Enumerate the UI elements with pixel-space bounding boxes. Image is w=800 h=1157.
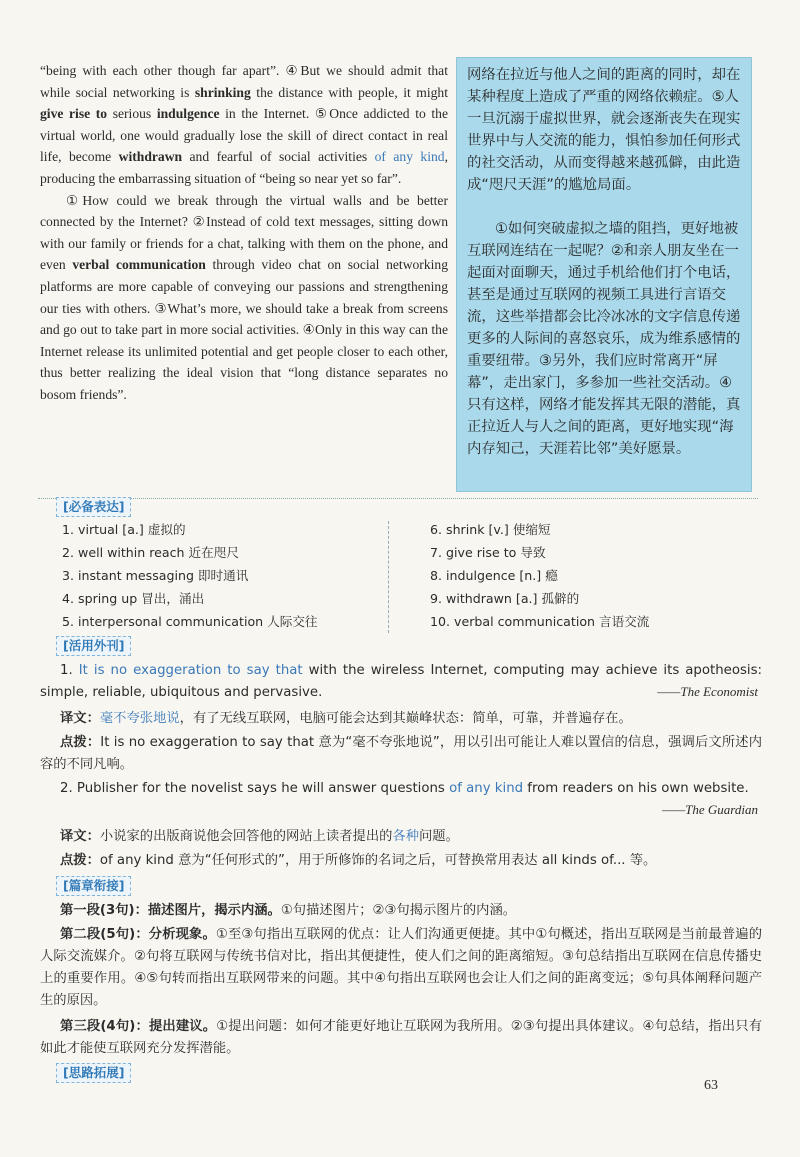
structure-para-2 xyxy=(40,924,762,1012)
english-paragraph-1 xyxy=(40,60,448,190)
example-2-translation xyxy=(40,826,762,848)
divider xyxy=(38,498,758,499)
vocab-item: 3. instant messaging 即时通讯 xyxy=(62,568,249,583)
example-1-translation xyxy=(40,708,762,730)
bold-term: withdrawn xyxy=(118,149,183,165)
source-guardian: ——The Guardian xyxy=(662,802,758,817)
label: 第二段(5句)：分析现象。 xyxy=(60,927,216,942)
label: 译文： xyxy=(60,711,100,726)
highlight-phrase: of any kind xyxy=(449,781,524,796)
vocab-divider xyxy=(388,521,389,633)
bold-term: give rise to xyxy=(40,106,108,122)
vocab-item: 9. withdrawn [a.] 孤僻的 xyxy=(430,591,580,606)
highlight-phrase: of any kind xyxy=(374,149,445,165)
page-number: 63 xyxy=(704,1078,718,1093)
vocab-item: 7. give rise to 导致 xyxy=(430,545,546,560)
section-tag-ideas: [思路拓展] xyxy=(56,1063,131,1083)
vocab-item: 8. indulgence [n.] 瘾 xyxy=(430,568,558,583)
structure-para-3 xyxy=(40,1016,762,1060)
text: ①至③句指出互联网的优点：让人们沟通更便捷。其中①句概述，指出互联网是当前最普遍的人际交流媒介。②句将互联网与传统书信对比，指出其便捷性，使人们之间的距离缩短。③句总结指出互联网在信息传播史上的重要作用。④⑤句转而指出互联网带来的问题。其中④句指出互联网也会让人们之间的距离变远；⑤句具体阐释问题产生的原因。 xyxy=(40,927,763,1008)
text: ，有了无线互联网，电脑可能会达到其巅峰状态：简单，可靠，并普遍存在。 xyxy=(179,711,632,726)
example-2 xyxy=(40,778,762,800)
bold-term: indulgence xyxy=(156,106,220,122)
english-passage xyxy=(40,60,448,406)
label: 译文： xyxy=(60,829,100,844)
vocab-item: 5. interpersonal communication 人际交往 xyxy=(62,614,318,629)
section-tag-vocab: [必备表达] xyxy=(56,497,131,517)
text: serious xyxy=(107,106,157,122)
text: ①提出问题：如何才能更好地让互联网为我所用。②③句提出具体建议。④句总结，指出只有如此才能使互联网充分发挥潜能。 xyxy=(40,1019,763,1056)
chinese-translation-box xyxy=(456,57,752,492)
chinese-paragraph-2: ①如何突破虚拟之墙的阻挡，更好地被互联网连结在一起呢？②和亲人朋友坐在一起面对面聊天，通过手机给他们打个电话，甚至是通过互联网的视频工具进行言语交流，这些举措都会比冷冰冰的文字信息传递更多的人际间的喜怒哀乐，成为维系感情的重要纽带。③另外，我们应时常离开“屏幕”，走出家门，多参加一些社交活动。④只有这样，网络才能发挥其无限的潜能，真正拉近人与人之间的距离，更好地实现“海内存知己，天涯若比邻”美好愿景。 xyxy=(467,221,741,457)
text: 2. Publisher for the novelist says he will answer questions xyxy=(60,781,450,796)
example-1 xyxy=(40,660,762,704)
text: 1. xyxy=(60,663,79,678)
section-tag-apply: [活用外刊] xyxy=(56,636,131,656)
label: 点拨： xyxy=(60,853,100,868)
text: of any kind 意为“任何形式的”，用于所修饰的名词之后，可替换常用表达 all kinds of... 等。 xyxy=(99,853,657,868)
text: in the Internet. ⑤Once addicted to the virtual world, one would gradually lose the skill of direct contact in real life, become xyxy=(40,106,448,165)
text: and fearful of social activities xyxy=(182,149,375,165)
text: through video chat on social networking platforms are more capable of conveying our passions and strengthening our ties with others. ③What’s more, we should take a break from screens and go out to take part in more social activities. ④Only in this way can the Internet release its unlimited potential and get people closer to each other, thus better realizing the ideal vision that “long distance separates no bosom friends”. xyxy=(40,257,449,402)
vocab-item: 10. verbal communication 言语交流 xyxy=(430,614,650,629)
vocab-item: 6. shrink [v.] 使缩短 xyxy=(430,522,551,537)
text: ①How could we break through the virtual walls and be better connected by the Internet? ②Instead of cold text messages, sitting down with our family or friends for a chat, talking with them on the phone, and even xyxy=(40,192,448,273)
text: 小说家的出版商说他会回答他的网站上读者提出的 xyxy=(99,829,393,844)
highlight-phrase: It is no exaggeration to say that xyxy=(78,663,303,678)
section-tag-structure: [篇章衔接] xyxy=(56,876,131,896)
highlight-phrase: 毫不夸张地说 xyxy=(99,711,180,726)
text: , producing the embarrassing situation of “being so near yet so far”. xyxy=(40,149,449,186)
text: with the wireless Internet, computing may achieve its apotheosis: simple, reliable, ubiquitous and pervasive. xyxy=(40,663,762,700)
label: 第一段(3句)：描述图片，揭示内涵。 xyxy=(60,903,281,918)
example-1-note xyxy=(40,732,762,776)
english-paragraph-2 xyxy=(40,190,448,406)
text: “being with each other though far apart”. ④But we should admit that while social networking is xyxy=(40,63,448,100)
bold-term: verbal communication xyxy=(72,257,206,273)
source-economist: ——The Economist xyxy=(657,684,758,699)
label: 点拨： xyxy=(60,735,101,750)
text: ①句描述图片；②③句揭示图片的内涵。 xyxy=(280,903,517,918)
label: 第三段(4句)：提出建议。 xyxy=(60,1019,217,1034)
example-2-note xyxy=(40,850,762,872)
text: the distance with people, it might xyxy=(250,84,448,100)
text: It is no exaggeration to say that 意为“毫不夸张地说”，用以引出可能让人难以置信的信息，强调后文所述内容的不同凡响。 xyxy=(40,735,763,772)
vocab-item: 1. virtual [a.] 虚拟的 xyxy=(62,522,186,537)
chinese-paragraph-1: 网络在拉近与他人之间的距离的同时，却在某种程度上造成了严重的网络依赖症。⑤人一旦沉溺于虚拟世界，就会逐渐丧失在现实世界中与人交流的能力，惧怕参加任何形式的社交活动，从而变得越来越孤僻，由此造成“咫尺天涯”的尴尬局面。 xyxy=(467,67,741,193)
bold-term: shrinking xyxy=(194,84,251,100)
vocab-item: 4. spring up 冒出，涌出 xyxy=(62,591,205,606)
structure-para-1 xyxy=(40,900,762,922)
text: from readers on his own website. xyxy=(523,781,749,796)
example-1-sentence xyxy=(40,660,762,704)
vocab-item: 2. well within reach 近在咫尺 xyxy=(62,545,239,560)
highlight-phrase: 各种 xyxy=(392,829,420,844)
text: 问题。 xyxy=(419,829,459,844)
